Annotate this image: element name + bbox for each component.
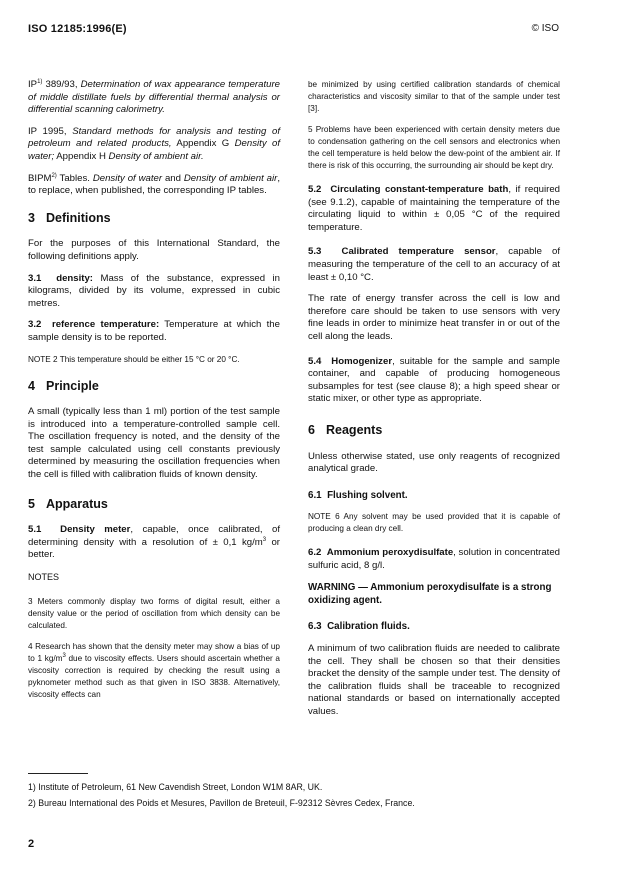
note-6: NOTE 6 Any solvent may be used provided that it is capable of producing a clean dry cell. [308,512,560,534]
section-heading-reagents: 6 Reagents [308,422,383,437]
definition-reference-temperature: 3.2 reference temperature: Temperature at which the sample density is to be reported. [28,319,280,343]
note-4: 4 Research has shown that the density meter may show a bias of up to 1 $kg/m^3$ due to viscosity effects. Users should ascertain whether a viscosity correction is required by checking the result using a pyknometer method such as that given in ISO 3838. Alternatively, viscosity effects can [28,641,280,699]
temperature-sensor-note: The rate of energy transfer across the cell is low and therefore care should be taken to use sensors with very fine leads in order to minimize heat transfer in or out of the cell along the leads. [308,293,560,342]
notes-label: NOTES [28,572,60,583]
reference-ip-389: IP$^{1)}$ 389/93, Determination of wax appearance temperature of middle distillate fuels by differential thermal analysis or differential scanning calorimetry. [28,79,280,116]
footnote-divider [28,773,88,774]
reagent-flushing-solvent: 6.1 Flushing solvent. [308,489,408,501]
apparatus-temperature-sensor: 5.3 Calibrated temperature sensor, capable of measuring the temperature of the cell to an accuracy of at least ± 0,10 °C. [308,246,560,283]
section-heading-apparatus: 5 Apparatus [28,496,108,511]
footnote-2: 2) Bureau International des Poids et Mesures, Pavillon de Breteuil, F-92312 Sèvres Cedex, France. [28,798,415,808]
footnotes [28,779,588,811]
apparatus-homogenizer: 5.4 Homogenizer, suitable for the sample and sample container, and capable of producing homogeneous subsamples for test (see clause 8); a high speed shear or static mixer, or other type as appropriate. [308,355,560,405]
reagents-intro: Unless otherwise stated, use only reagents of recognized analytical grade. [308,450,560,475]
reference-bipm: BIPM$^{2)}$ Tables. Density of water and Density of ambient air, to replace, when published, the corresponding IP tables. [28,172,280,197]
calibration-fluids-text: A minimum of two calibration fluids are needed to calibrate the cell. They shall be chosen so that their densities bracket the density of the sample under test. The density of the calibration fluids shall be traceable to recognized national standards or based on internationally accepted values. [308,643,560,718]
apparatus-density-meter: 5.1 Density meter, capable, once calibrated, of determining density with a resolution of ± 0,1 $kg/m^3$ or better. [28,524,281,561]
header-copyright: © ISO [531,23,559,34]
note-3: 3 Meters commonly display two forms of digital result, either a density value or the period of oscillation from which density can be calculated. [28,596,280,630]
definitions-intro: For the purposes of this International Standard, the following definitions apply. [28,238,280,262]
note-5: 5 Problems have been experienced with certain density meters due to condensation gathering on the cell sensors and electronics when the cell temperature is held below the dew-point of the ambient air. If there is risk of this occurring, the surrounding air should be kept dry. [308,125,560,170]
header-standard-id: ISO 12185:1996(E) [28,23,127,35]
left-column [28,79,280,710]
footnote-1: 1) Institute of Petroleum, 61 New Cavendish Street, London W1M 8AR, UK. [28,782,323,792]
reagent-ammonium-peroxydisulfate: 6.2 Ammonium peroxydisulfate, solution in concentrated sulfuric acid, 8 g/l. [308,547,560,571]
note-2: NOTE 2 This temperature should be either 15 °C or 20 °C. [28,354,240,364]
apparatus-constant-temperature-bath: 5.2 Circulating constant-temperature bath, if required (see 9.1.2), capable of maintaining the temperature of the circulating liquid to within ± 0,05 °C of the required temperature. [308,184,560,233]
section-heading-definitions: 3 Definitions [28,210,111,225]
reagent-calibration-fluids: 6.3 Calibration fluids. [308,621,410,633]
warning-oxidizing-agent: WARNING — Ammonium peroxydisulfate is a strong oxidizing agent. [308,582,552,607]
reference-ip-1995: IP 1995, Standard methods for analysis and testing of petroleum and related products, Appendix G Density of water; Appendix H Density of ambient air. [28,125,281,162]
page-number: 2 [28,838,35,850]
note-4-continued: be minimized by using certified calibration standards of chemical characteristics and viscosity similar to that of the sample under test [3]. [308,80,560,113]
section-heading-principle: 4 Principle [28,378,99,393]
principle-text: A small (typically less than 1 ml) portion of the test sample is introduced into a temperature-controlled sample cell. The oscillation frequency is noted, and the density of the test sample calculated using cell constants previously determined by measuring the oscillation frequencies when the cell is filled with calibration fluids of known density. [28,406,280,481]
definition-density: 3.1 density: Mass of the substance, expressed in kilograms, divided by its volume, expressed in cubic metres. [28,272,280,309]
right-column [308,79,560,728]
